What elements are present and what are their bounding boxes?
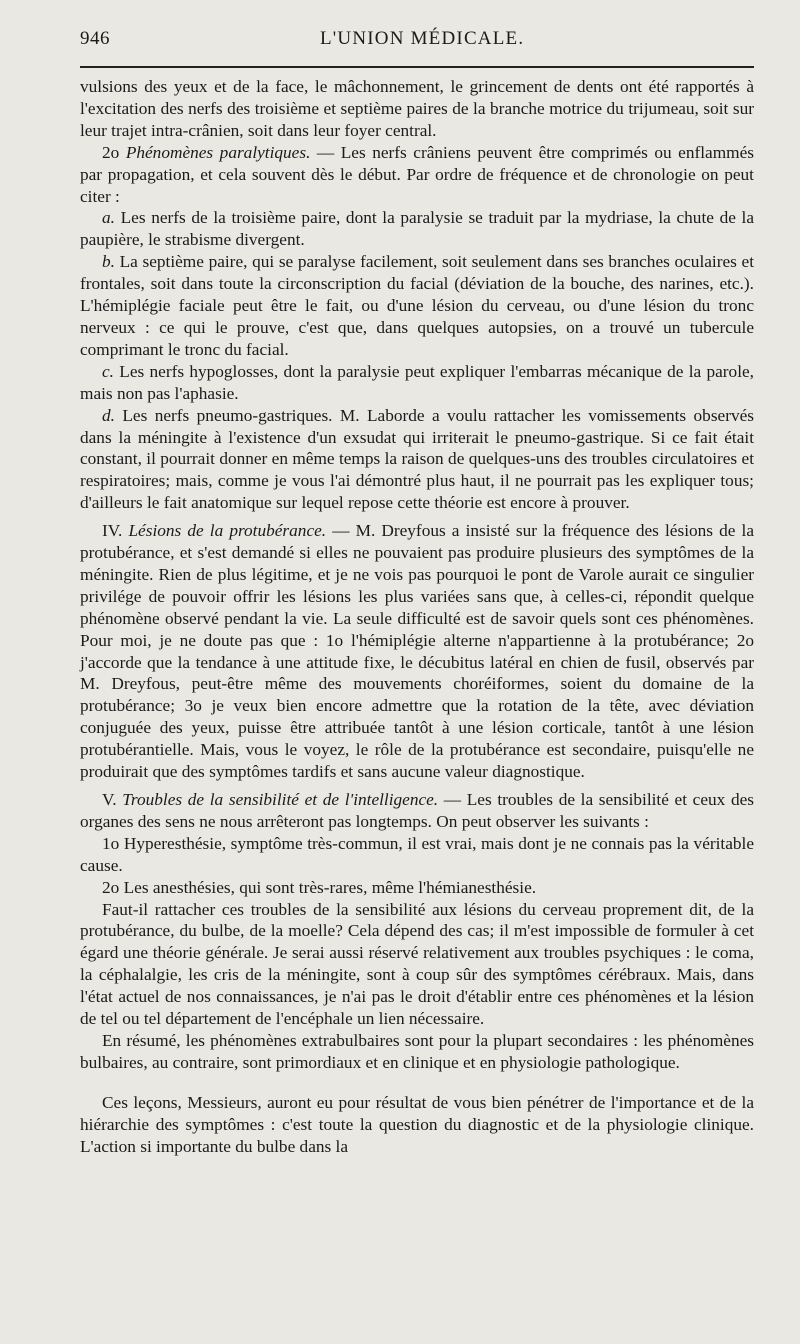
paragraph-sensibility: Faut-il rattacher ces troubles de la sensibilité aux lésions du cerveau proprement dit, de la protubérance, du bulbe, de la moelle? Cela dépend des cas; il m'est impossible de formuler à cet égard une théorie générale. Je serai aussi réservé relativement aux troubles psychiques : le coma, la céphalalgie, les cris de la méningite, sont à coup sûr des symptômes cérébraux. Mais, dans l'état actuel de nos connaissances, je n'ai pas le droit d'établir entre ces phénomènes et la lésion de tel ou tel département de l'encéphale un lien nécessaire. [80,899,754,1029]
item-marker: b. [102,252,115,272]
item-marker: d. [102,405,115,425]
page-number: 946 [80,28,110,49]
paragraph-section-iv [80,520,754,783]
item-marker: c. [102,361,114,381]
paragraph-item-c [80,361,754,405]
paragraph-convulsions: vulsions des yeux et de la face, le mâchonnement, le grincement de dents ont été rapportés à l'excitation des nerfs des troisième et septième paires de la branche motrice du trijumeau, soit sur leur trajet intra-crânien, soit dans leur foyer central. [80,77,754,140]
journal-title: L'UNION MÉDICALE. [320,28,525,49]
section-heading: Phénomènes paralytiques. [125,142,311,162]
running-head [80,28,754,58]
paragraph-lead: 2o [102,142,126,162]
paragraph-item-a [80,207,754,251]
section-number: IV. [102,521,129,541]
paragraph-summary: En résumé, les phénomènes extrabulbaires sont pour la plupart secondaires : les phénomènes bulbaires, au contraire, sont primordiaux et en clinique et en physiologie pathologique. [80,1030,754,1072]
paragraph-text: Les nerfs hypoglosses, dont la paralysie peut expliquer l'embarras mécanique de la parole, mais non pas l'aphasie. [80,361,754,403]
paragraph-text: La septième paire, qui se paralyse facilement, soit seulement dans ses branches oculaires et frontales, soit dans toute la circonscription du facial (déviation de la bouche, des narines, etc.). L'hémiplégie faciale peut être le fait, ou d'une lésion du cerveau, ou d'une lésion du tronc nerveux : ce qui le prouve, c'est que, dans quelques autopsies, on a trouvé un tubercule comprimant le tronc du facial. [80,252,754,359]
body-text [80,76,754,1158]
item-marker: a. [102,208,115,228]
paragraph-text: — Les nerfs crâniens peuvent être comprimés ou enflammés par propagation, et cela souvent dès le début. Par ordre de fréquence et de chronologie on peut citer : [80,142,754,206]
section-number: V. [102,790,123,809]
paragraph-text: — Les troubles de la sensibilité et ceux des organes des sens ne nous arrêteront pas longtemps. On peut observer les suivants : [80,790,755,831]
paragraph-item-b [80,251,754,361]
paragraph-text: Les nerfs de la troisième paire, dont la paralysie se traduit par la mydriase, la chute de la paupière, le strabisme divergent. [80,208,754,250]
section-heading: Lésions de la protubérance. [128,521,327,541]
paragraph-hyperesthesia: 1o Hyperesthésie, symptôme très-commun, il est vrai, mais dont je ne connais pas la véritable cause. [80,833,754,875]
paragraph-text: Les nerfs pneumo-gastriques. M. Laborde a voulu rattacher les vomissements observés dans la méningite à l'existence d'un exsudat qui irriterait le pneumo-gastrique. Si ce fait était constant, il pourrait donner en même temps la raison de quelques-uns des troubles circulatoires et respiratoires; mais, comme je vous l'ai démontré plus haut, il ne pourrait pas les expliquer tous; d'ailleurs le fait anatomique sur lequel repose cette théorie est encore à prouver. [80,405,754,513]
paragraph-paralytic-phenomena [80,142,754,208]
section-heading: Troubles de la sensibilité et de l'intelligence. [122,790,439,809]
paragraph-section-v [80,789,754,833]
header-rule [80,66,754,68]
paragraph-item-d [80,405,754,515]
paragraph-text: — M. Dreyfous a insisté sur la fréquence des lésions de la protubérance, et s'est demandé si elles ne pouvaient pas produire plusieurs des symptômes de la méningite. Rien de plus légitime, et je ne vois pas pourquoi le pont de Varole aurait ce singulier privilége de pouvoir offrir les lésions les plus variées sans que, à celles-ci, répondit quelque phénomène observé pendant la vie. La seule difficulté est de savoir quels sont ces phénomènes. Pour moi, je ne doute pas que : 1o l'hémiplégie alterne n'appartienne à la protubérance; 2o j'accorde que la tendance à une attitude fixe, le décubitus latéral en chien de fusil, observés par M. Dreyfous, peut-être même des mouvements choréiformes, soient du domaine de la protubérance; 3o je veux bien encore admettre que la rotation de la tête, avec déviation conjuguée des yeux, puisse être attribuée tantôt à une lésion corticale, tantôt à une lésion protubérantielle. Mais, vous le voyez, le rôle de la protubérance est secondaire, puisqu'elle ne produirait que des symptômes tardifs et sans aucune valeur diagnostique. [80,521,754,782]
paragraph-conclusion: Ces leçons, Messieurs, auront eu pour résultat de vous bien pénétrer de l'importance et de la hiérarchie des symptômes : c'est toute la question du diagnostic et de la physiologie clinique. L'action si importante du bulbe dans la [80,1092,754,1156]
paragraph-anesthesia: 2o Les anesthésies, qui sont très-rares, même l'hémianesthésie. [102,877,537,897]
